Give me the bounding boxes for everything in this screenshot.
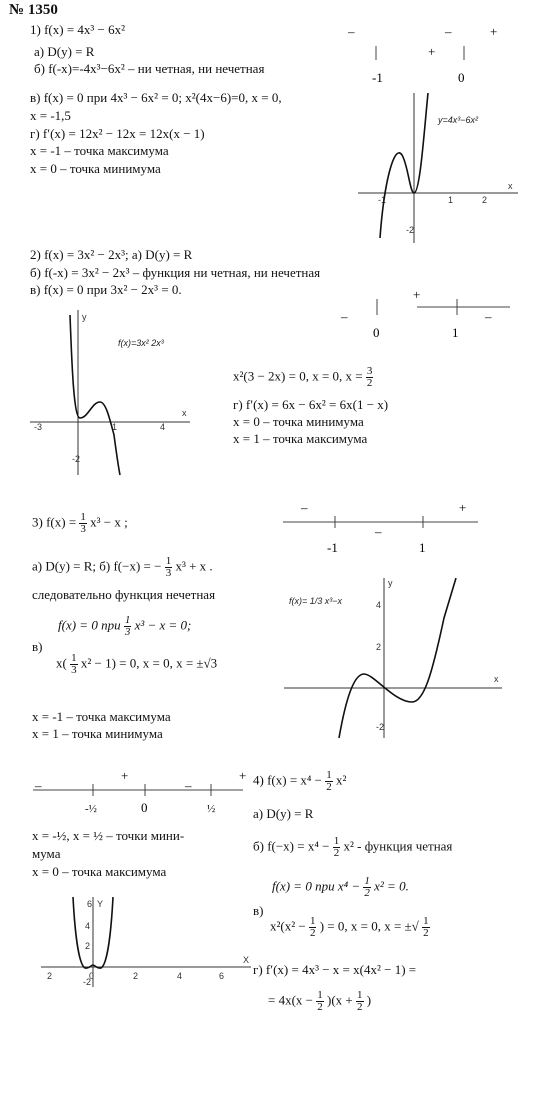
svg-text:2: 2 bbox=[133, 971, 139, 981]
svg-text:-1: -1 bbox=[378, 195, 387, 205]
p4-factor: x²(x² − $\frac{1}{2}$ ) = 0, x = 0, x = ±√ $\frac{1}{2}$ bbox=[270, 915, 429, 939]
svg-text:X: X bbox=[243, 955, 250, 965]
p3-function: 3) f(x) = $\frac{1}{3}$ x³ − x ; bbox=[32, 511, 128, 535]
svg-text:4: 4 bbox=[376, 600, 382, 610]
sign: + bbox=[428, 44, 436, 59]
p1-graph bbox=[358, 93, 528, 248]
svg-text:0: 0 bbox=[373, 325, 380, 340]
fraction: $\frac{1}{2}$ bbox=[364, 875, 370, 899]
tick: -1 bbox=[372, 70, 383, 85]
svg-text:y: y bbox=[388, 578, 393, 588]
svg-text:4: 4 bbox=[85, 921, 91, 931]
svg-text:–: – bbox=[485, 309, 492, 324]
svg-text:–: – bbox=[35, 778, 42, 793]
p4-function: 4) f(x) = x⁴ − $\frac{1}{2}$ x² bbox=[253, 769, 347, 793]
p3-zeros: f(x) = 0 при $\frac{1}{3}$ x³ − x = 0; bbox=[58, 614, 192, 638]
svg-text:-2: -2 bbox=[376, 722, 385, 732]
svg-text:2: 2 bbox=[482, 195, 488, 205]
p2-sign-line bbox=[335, 285, 515, 345]
p2-zeros: в) f(x) = 0 при 3x² − 2x³ = 0. bbox=[30, 282, 182, 297]
p4-v-label: в) bbox=[253, 903, 264, 918]
p3-v-label: в) bbox=[32, 639, 43, 654]
p4-min-points-2: мума bbox=[32, 846, 61, 861]
p2-parity: б) f(-x) = 3x² − 2x³ – функция ни четная, ни нечетная bbox=[30, 265, 321, 280]
svg-text:f(x)= 1/3 x³−x: f(x)= 1/3 x³−x bbox=[289, 596, 343, 606]
p1-parity: б) f(-x)=-4x³−6x² – ни четная, ни нечетная bbox=[34, 61, 265, 76]
p1-max: x = -1 – точка максимума bbox=[30, 143, 169, 158]
p2-max: x = 1 – точка максимума bbox=[233, 431, 368, 446]
p4-min-points: x = -½, x = ½ – точки мини- bbox=[32, 828, 185, 843]
svg-text:-1: -1 bbox=[327, 540, 338, 555]
fraction: $\frac{1}{2}$ bbox=[309, 915, 316, 939]
svg-text:x: x bbox=[508, 181, 513, 191]
fraction: $\frac{1}{2}$ bbox=[333, 835, 340, 859]
svg-text:-3: -3 bbox=[34, 422, 43, 432]
p4-max-point: x = 0 – точка максимума bbox=[32, 864, 167, 879]
svg-text:–: – bbox=[375, 524, 382, 539]
fraction: $\frac{1}{3}$ bbox=[124, 614, 131, 638]
svg-text:2: 2 bbox=[376, 642, 382, 652]
p2-factor: x²(3 − 2x) = 0, x = 0, x = $\frac{3}{2}$ bbox=[233, 365, 373, 389]
svg-text:f(x)=3x² 2x³: f(x)=3x² 2x³ bbox=[118, 338, 164, 348]
svg-text:2: 2 bbox=[47, 971, 53, 981]
svg-text:x: x bbox=[494, 674, 499, 684]
svg-text:y: y bbox=[82, 312, 87, 322]
sign: – bbox=[445, 24, 452, 39]
svg-text:1: 1 bbox=[112, 422, 118, 432]
svg-text:-2: -2 bbox=[406, 225, 415, 235]
svg-text:½: ½ bbox=[207, 803, 216, 815]
svg-text:0: 0 bbox=[89, 971, 95, 981]
sign: + bbox=[490, 24, 498, 39]
svg-text:x: x bbox=[182, 408, 187, 418]
svg-text:Y: Y bbox=[97, 899, 104, 909]
p4-sign-line bbox=[33, 768, 248, 818]
p1-min: x = 0 – точка минимума bbox=[30, 161, 161, 176]
p3-odd: следовательно функция нечетная bbox=[32, 587, 216, 602]
svg-text:y=4x³−6x²: y=4x³−6x² bbox=[438, 115, 479, 125]
fraction: $\frac{1}{3}$ bbox=[165, 555, 172, 579]
svg-text:6: 6 bbox=[87, 899, 93, 909]
svg-text:+: + bbox=[459, 500, 467, 515]
svg-text:-2: -2 bbox=[83, 977, 92, 987]
p2-graph bbox=[30, 310, 200, 480]
p3-sign-line bbox=[283, 500, 483, 558]
p4-graph bbox=[33, 895, 258, 990]
svg-text:+: + bbox=[413, 287, 421, 302]
p4-zeros: f(x) = 0 при x⁴ − $\frac{1}{2}$ x² = 0. bbox=[272, 875, 409, 899]
p4-parity: б) f(−x) = x⁴ − $\frac{1}{2}$ x² - функция четная bbox=[253, 835, 453, 859]
p3-graph bbox=[284, 578, 509, 743]
p2-derivative: г) f′(x) = 6x − 6x² = 6x(1 − x) bbox=[233, 397, 389, 412]
p1-sign-line bbox=[330, 20, 510, 90]
p2-min: x = 0 – точка минимума bbox=[233, 414, 364, 429]
svg-text:4: 4 bbox=[177, 971, 183, 981]
p3-min: x = 1 – точка минимума bbox=[32, 726, 163, 741]
p4-derivative-2: = 4x(x − $\frac{1}{2}$ )(x + $\frac{1}{2}$ ) bbox=[268, 989, 372, 1013]
svg-text:-½: -½ bbox=[85, 803, 97, 815]
fraction: $\frac{1}{2}$ bbox=[317, 989, 323, 1013]
svg-text:–: – bbox=[341, 309, 348, 324]
p3-factor: x( $\frac{1}{3}$ x² − 1) = 0, x = 0, x = ±√3 bbox=[56, 652, 218, 676]
sign: – bbox=[348, 24, 355, 39]
fraction: $\frac{1}{2}$ bbox=[357, 989, 363, 1013]
svg-text:4: 4 bbox=[160, 422, 166, 432]
fraction: $\frac{1}{3}$ bbox=[71, 652, 77, 676]
p3-max: x = -1 – точка максимума bbox=[32, 709, 171, 724]
svg-text:+: + bbox=[121, 768, 129, 783]
p3-domain-parity: а) D(y) = R; б) f(−x) = − $\frac{1}{3}$ x³ + x . bbox=[32, 555, 213, 579]
fraction: $\frac{1}{2}$ bbox=[423, 915, 429, 939]
p2-function: 2) f(x) = 3x² − 2x³; а) D(y) = R bbox=[30, 247, 193, 262]
svg-text:0: 0 bbox=[141, 800, 148, 815]
p1-domain: а) D(y) = R bbox=[34, 44, 95, 59]
svg-text:–: – bbox=[185, 778, 192, 793]
p4-derivative: г) f′(x) = 4x³ − x = x(4x² − 1) = bbox=[253, 962, 417, 977]
fraction: $\frac{1}{3}$ bbox=[80, 511, 86, 535]
svg-text:2: 2 bbox=[85, 941, 91, 951]
p1-zeros: в) f(x) = 0 при 4x³ − 6x² = 0; x²(4x−6)=0, x = 0, bbox=[30, 90, 282, 105]
svg-text:–: – bbox=[301, 500, 308, 515]
fraction: $\frac{1}{2}$ bbox=[326, 769, 332, 793]
svg-text:1: 1 bbox=[452, 325, 459, 340]
p4-domain: а) D(y) = R bbox=[253, 806, 314, 821]
svg-text:1: 1 bbox=[419, 540, 426, 555]
svg-text:1: 1 bbox=[448, 195, 454, 205]
p1-zeros-2: x = -1,5 bbox=[30, 108, 71, 123]
problem-number: № 1350 bbox=[9, 2, 58, 18]
p1-derivative: г) f′(x) = 12x² − 12x = 12x(x − 1) bbox=[30, 126, 205, 141]
fraction: $\frac{3}{2}$ bbox=[366, 365, 373, 389]
svg-text:-2: -2 bbox=[72, 454, 81, 464]
svg-text:+: + bbox=[239, 768, 247, 783]
p1-function: 1) f(x) = 4x³ − 6x² bbox=[30, 22, 126, 37]
svg-text:6: 6 bbox=[219, 971, 225, 981]
tick: 0 bbox=[458, 70, 465, 85]
